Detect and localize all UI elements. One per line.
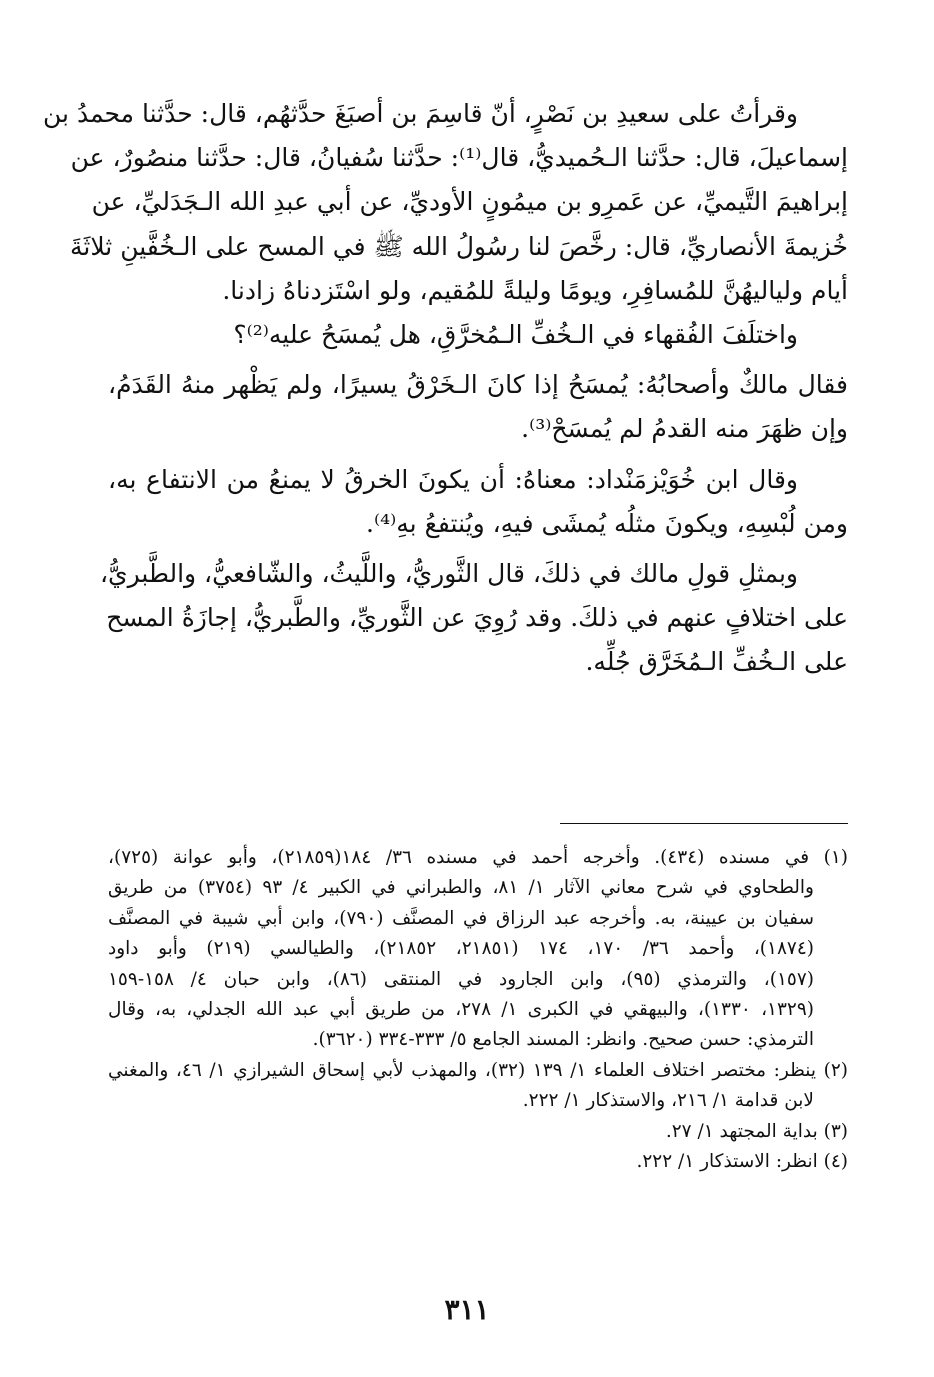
footnote-line: (١٨٧٤)، وأحمد ٣٦/ ١٧٠، ١٧٤ (٢١٨٥١، ٢١٨٥٢)، والطيالسي (٢١٩) وأبو داود (108, 938, 814, 960)
footnote-line: لابن قدامة ١/ ٢١٦، والاستذكار ١/ ٢٢٢. (522, 1090, 814, 1112)
text-line: وإن ظهَرَ منه القدمُ لم يُمسَحْ⁽³⁾. (521, 414, 848, 444)
paragraph (108, 313, 848, 357)
footnote-separator (560, 823, 848, 824)
footnote (108, 1147, 848, 1177)
footnote-line: والطحاوي في شرح معاني الآثار ١/ ٨١، والطبراني في الكبير ٤/ ٩٣ (٣٧٥٤) من طريق (108, 877, 814, 899)
footnote-line: (١) في مسنده (٤٣٤). وأخرجه أحمد في مسنده ٣٦/ ١٨٤(٢١٨٥٩)، وأبو عوانة (٧٢٥)، (108, 847, 848, 868)
footnote-line: الترمذي: حسن صحيح. وانظر: المسند الجامع ٥/ ٣٣٣-٣٣٤ (٣٦٢٠). (312, 1029, 814, 1051)
footnote-line: (١٥٧)، والترمذي (٩٥)، وابن الجارود في المنتقى (٨٦)، وابن حبان ٤/ ١٥٨-١٥٩ (108, 968, 814, 990)
footnote-line: (٤) انظر: الاستذكار ١/ ٢٢٢. (636, 1151, 848, 1173)
text-line: على الـخُفِّ الـمُخَرَّق جُلِّه. (585, 647, 848, 677)
text-line: وقرأتُ على سعيدِ بن نَصْرٍ، أنّ قاسِمَ بن أصبَغَ حدَّثهُم، قال: حدَّثنا محمدُ بن (43, 99, 798, 128)
paragraph (108, 458, 848, 546)
text-line: وبمثلِ قولِ مالك في ذلكَ، قال الثَّوريُّ، واللَّيثُ، والشّافعيُّ، والطَّبريُّ، (99, 559, 798, 589)
text-line: خُزيمةَ الأنصاريِّ، قال: رخَّصَ لنا رسُولُ الله ﷺ في المسح على الـخُفَّينِ ثلاثَةَ (70, 231, 848, 261)
footnote-line: (٢) ينظر: مختصر اختلاف العلماء ١/ ١٣٩ (٣٢)، والمهذب لأبي إسحاق الشيرازي ١/ ٤٦، والمغني (108, 1059, 848, 1081)
footnote-line: (٣) بداية المجتهد ١/ ٢٧. (665, 1120, 848, 1142)
text-line: إبراهيمَ التَّيميِّ، عن عَمرِو بن ميمُونٍ الأوديِّ، عن أبي عبدِ الله الـجَدَليِّ، عن (91, 187, 848, 217)
page-number: ٣١١ (444, 1293, 490, 1326)
footnote-line: سفيان بن عيينة، به. وأخرجه عبد الرزاق في المصنَّف (٧٩٠)، وابن أبي شيبة في المصنَّف (108, 907, 814, 929)
paragraph (108, 363, 848, 451)
text-line: أيام ولياليهُنَّ للمُسافِرِ، ويومًا وليلةً للمُقيم، ولو اسْتَزدناهُ زادنا. (222, 275, 848, 305)
footnotes (108, 843, 848, 1177)
text-line: وقال ابن خُوَيْزمَنْداد: معناهُ: أن يكونَ الخرقُ لا يمنعُ من الانتفاع به، (108, 464, 798, 494)
footnote-line: (١٣٢٩، ١٣٣٠)، والبيهقي في الكبرى ١/ ٢٧٨، من طريق أبي عبد الله الجدلي، به، وقال (108, 999, 815, 1021)
footnote (108, 1056, 848, 1117)
footnote (108, 843, 848, 1056)
footnote (108, 1117, 848, 1147)
text-line: ومن لُبْسِهِ، ويكونَ مثلُه يُمشَى فيهِ، ويُنتفعُ بهِ⁽⁴⁾. (366, 508, 848, 538)
text-line: فقال مالكٌ وأصحابُهُ: يُمسَحُ إذا كانَ الـخَرْقُ يسيرًا، ولم يَظْهر منهُ القَدَمُ، (108, 370, 848, 400)
paragraph (43, 92, 848, 313)
text-line: واختلَفَ الفُقهاء في الـخُفِّ الـمُخرَّقِ، هل يُمسَحُ عليه⁽²⁾؟ (233, 320, 798, 350)
main-text (43, 92, 848, 685)
paragraph (99, 552, 848, 685)
text-line: على اختلافٍ عنهم في ذلكَ. وقد رُوِيَ عن الثَّوريِّ، والطَّبريُّ، إجازَةُ المسح (106, 603, 848, 633)
text-line: إسماعيلَ، قال: حدَّثنا الـحُميديُّ، قال⁽¹⁾: حدَّثنا سُفيانُ، قال: حدَّثنا منصُورٌ، عن (70, 143, 848, 173)
